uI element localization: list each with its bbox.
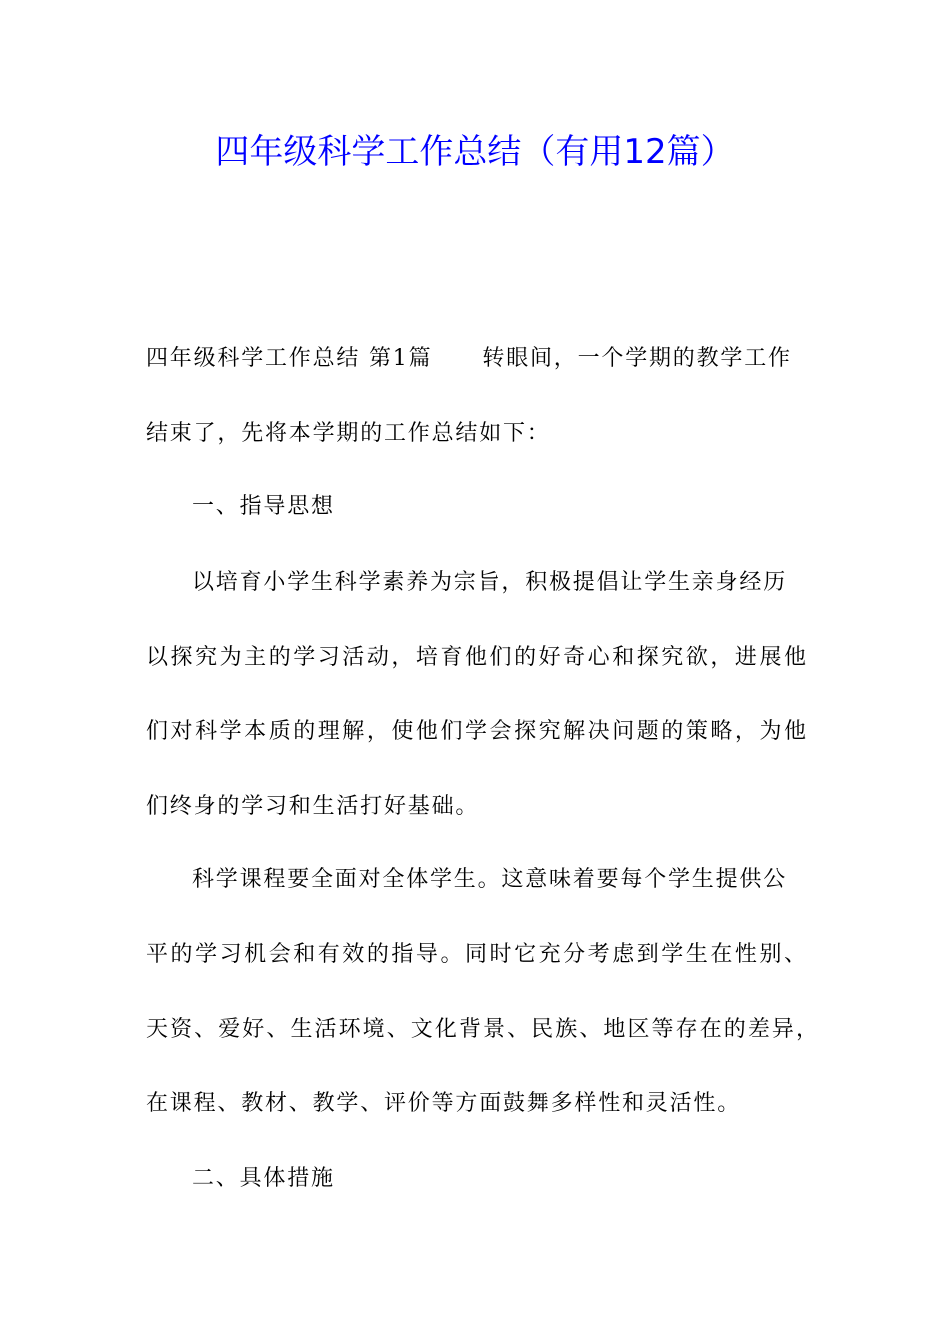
intro-text-line1: 转眼间，一个学期的教学工作 [482,346,792,371]
paragraph-2-line-1: 科学课程要全面对全体学生。这意味着要每个学生提供公 [192,867,788,892]
paragraph-1-line-3: 们对科学本质的理解，使他们学会探究解决问题的策略，为他 [146,719,806,744]
paragraph-2-line-3: 天资、爱好、生活环境、文化背景、民族、地区等存在的差异， [146,1017,818,1042]
section-heading-specific-measures: 二、具体措施 [192,1166,335,1191]
paragraph-1-line-1: 以培育小学生科学素养为宗旨，积极提倡让学生亲身经历 [192,570,788,595]
intro-line [146,343,806,375]
paragraph-1-line-2: 以探究为主的学习活动，培育他们的好奇心和探究欲，进展他 [146,645,806,670]
paragraph-2-line-4: 在课程、教材、教学、评价等方面鼓舞多样性和灵活性。 [146,1091,742,1116]
paragraph-2-line-2: 平的学习机会和有效的指导。同时它充分考虑到学生在性别、 [146,942,806,967]
document-title: 四年级科学工作总结（有用12篇） [215,132,735,172]
paragraph-1-line-4: 们终身的学习和生活打好基础。 [146,794,480,819]
intro-text-line2: 结束了，先将本学期的工作总结如下： [146,421,551,446]
section-heading-guiding-thought: 一、指导思想 [192,494,335,519]
intro-heading: 四年级科学工作总结 第1篇 [146,346,433,371]
